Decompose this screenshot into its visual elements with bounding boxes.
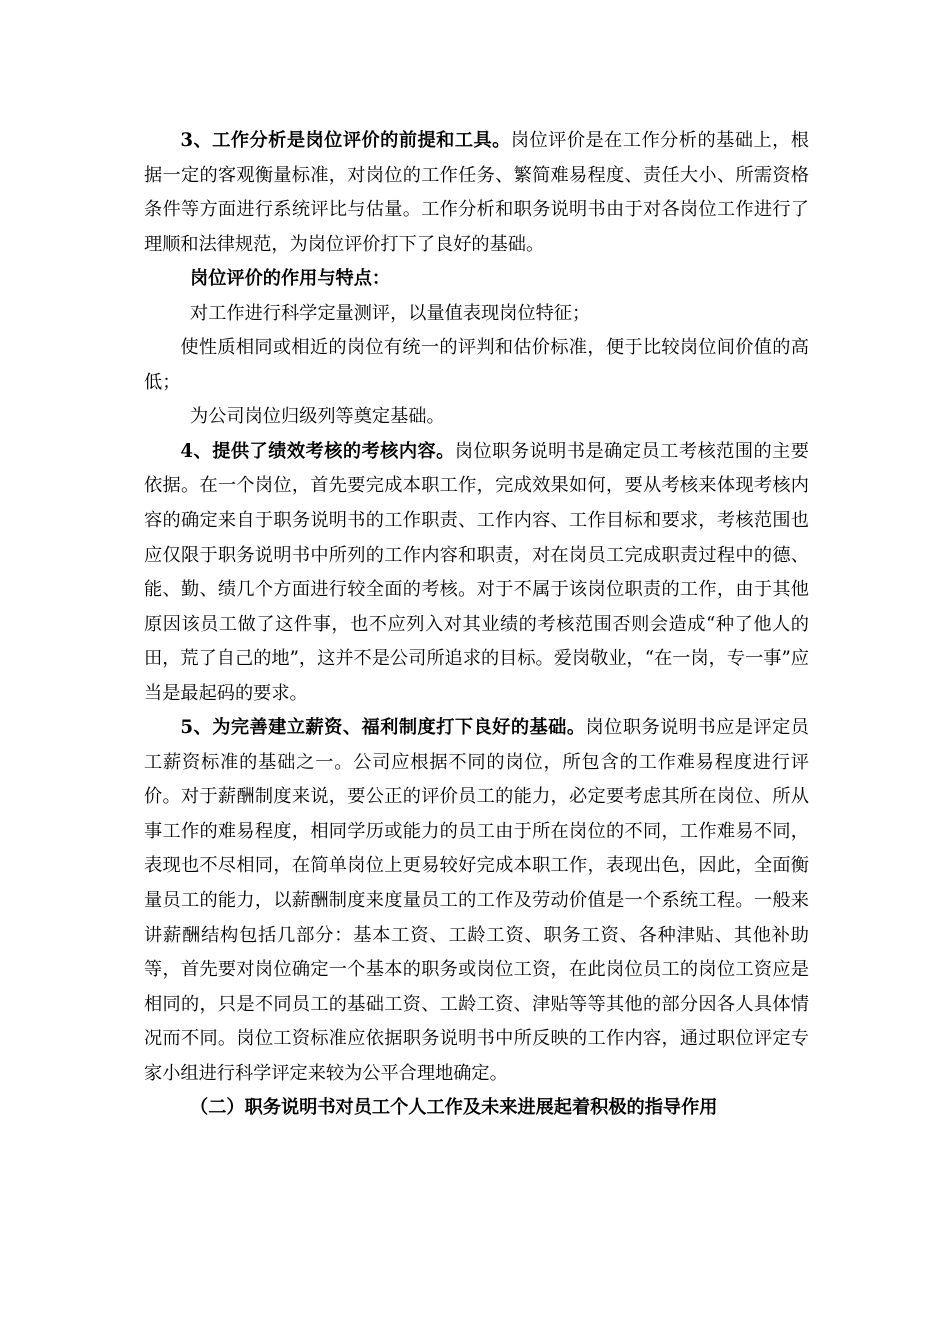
paragraph-text: 岗位职务说明书应是评定员工薪资标准的基础之一。公司应根据不同的岗位，所包含的工作难易程度进行评价。对于薪酬制度来说，要公正的评价员工的能力，必定要考虑其所在岗位、所从事工作的难易程度，相同学历或能力的员工由于所在岗位的不同，工作难易不同，表现也不尽相同，在简单岗位上更易较好完成本职工作，表现出色，因此，全面衡量员工的能力，以薪酬制度来度量员工的工作及劳动价值是一个系统工程。一般来讲薪酬结构包括几部分：基本工资、工龄工资、职务工资、各种津贴、其他补助等，首先要对岗位确定一个基本的职务或岗位工资，在此岗位员工的岗位工资应是相同的，只是不同员工的基础工资、工龄工资、津贴等等其他的部分因各人具体情况而不同。岗位工资标准应依据职务说明书中所反映的工作内容，通过职位评定专家小组进行科学评定来较为公平合理地确定。 xyxy=(144,717,809,1084)
list-item-unified-standard: 使性质相同或相近的岗位有统一的评判和估价标准，便于比较岗位间价值的高低； xyxy=(144,337,809,393)
paragraph-text: 岗位职务说明书是确定员工考核范围的主要依据。在一个岗位，首先要完成本职工作，完成效果如何，要从考核来体现考核内容的确定来自于职务说明书的工作职责、工作内容、工作目标和要求，考核范围也应仅限于职务说明书中所列的工作内容和职责，对在岗员工完成职责过程中的德、能、勤、绩几个方面进行较全面的考核。对于不属于该岗位职责的工作，由于其他原因该员工做了这件事，也不应列入对其业绩的考核范围否则会造成“种了他人的田，荒了自己的地”，这并不是公司所追求的目标。爱岗敬业，“在一岗，专一事”应当是最起码的要求。 xyxy=(144,440,809,704)
section-heading: （二）职务说明书对员工个人工作及未来进展起着积极的指导作用 xyxy=(190,1097,718,1119)
paragraph-performance-review xyxy=(144,435,809,711)
list-item-grading: 为公司岗位归级列等奠定基础。 xyxy=(190,406,445,428)
paragraph-heading: 5、为完善建立薪资、福利制度打下良好的基础。 xyxy=(180,717,586,739)
document-body xyxy=(144,124,809,1126)
paragraph-job-analysis xyxy=(144,124,809,262)
paragraph-text: 岗位评价是在工作分析的基础上，根据一定的客观衡量标准，对岗位的工作任务、繁简难易程度、责任大小、所需资格条件等方面进行系统评比与估量。工作分析和职务说明书由于对各岗位工作进行了理顺和法律规范，为岗位评价打下了良好的基础。 xyxy=(144,130,809,255)
paragraph-heading: 3、工作分析是岗位评价的前提和工具。 xyxy=(180,130,511,151)
paragraph-compensation xyxy=(144,711,809,1091)
list-item-quantitative: 对工作进行科学定量测评，以量值表现岗位特征； xyxy=(190,302,591,324)
paragraph-heading: 4、提供了绩效考核的考核内容。 xyxy=(180,440,455,462)
subheading-evaluation-features: 岗位评价的作用与特点： xyxy=(190,268,391,290)
